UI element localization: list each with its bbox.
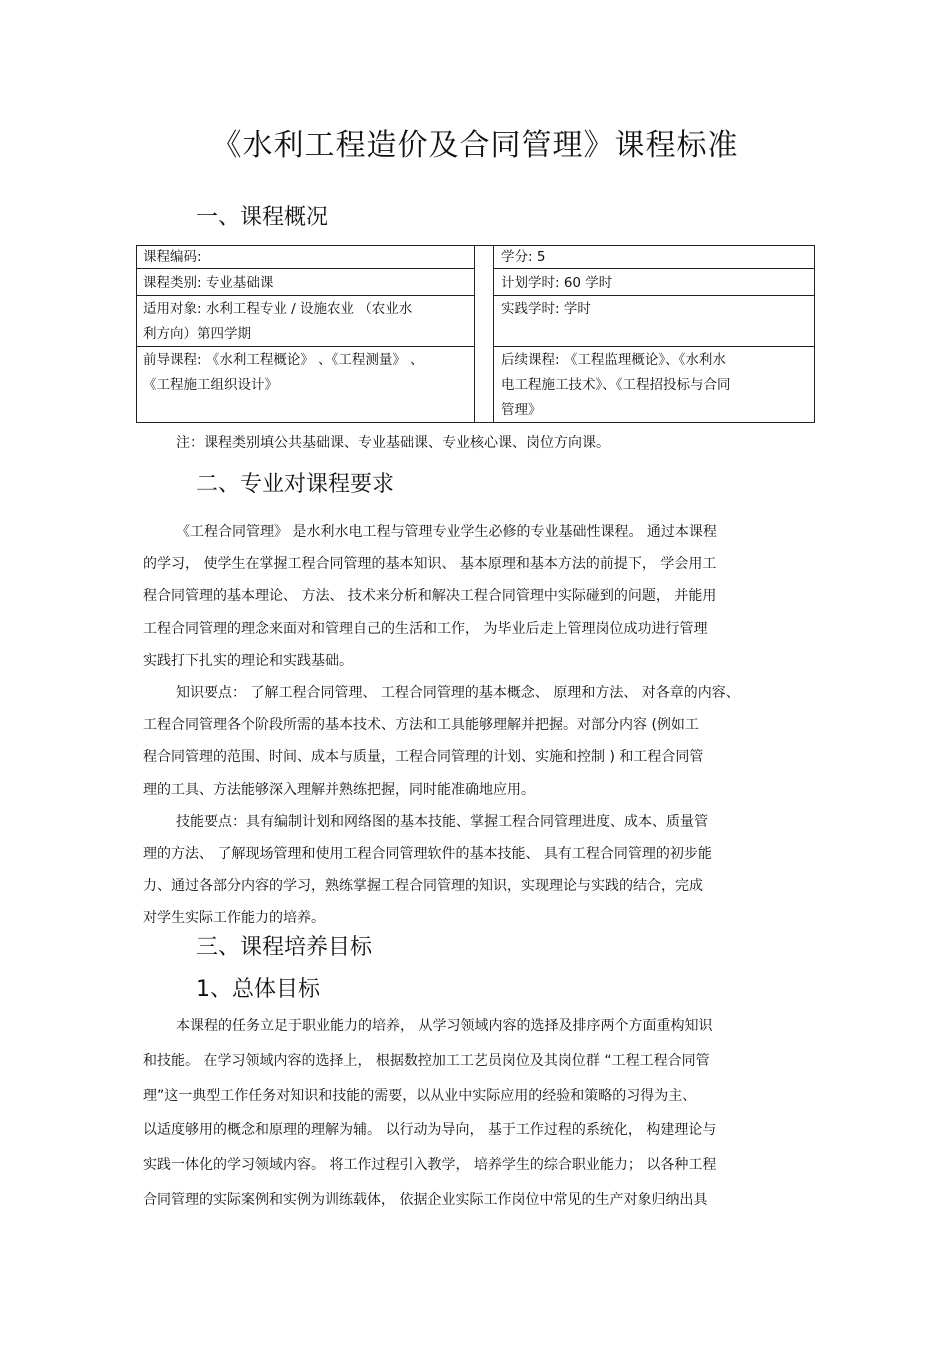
table-cell-right-0: 学分: 5 (501, 249, 546, 265)
table-cell-left-2: 利方向）第四学期 (143, 326, 251, 342)
section-3-heading: 三、课程培养目标 (196, 935, 373, 960)
table-cell-right-3: 管理》 (501, 402, 542, 418)
table-cell-left-3: 《工程施工组织设计》 (143, 377, 278, 393)
paragraph-line: 的学习， 使学生在掌握工程合同管理的基本知识、 基本原理和基本方法的前提下， 学会用工 (143, 556, 717, 573)
paragraph-line: 程合同管理的范围、时间、成本与质量，工程合同管理的计划、实施和控制 ) 和工程合同管 (143, 749, 704, 766)
paragraph-line: 工程合同管理各个阶段所需的基本技术、方法和工具能够理解并把握。对部分内容 (例如工 (143, 717, 699, 734)
paragraph-line: 知识要点： 了解工程合同管理、 工程合同管理的基本概念、 原理和方法、 对各章的内容、 (176, 685, 740, 701)
table-cell-left-0: 课程编码: (143, 249, 202, 265)
subsection-1-heading: 1、总体目标 (196, 977, 320, 1002)
paragraph-line: 《工程合同管理》 是水利水电工程与管理专业学生必修的专业基础性课程。 通过本课程 (176, 524, 717, 540)
table-cell-left-3: 前导课程: 《水利工程概论》 、《工程测量》 、 (143, 352, 424, 368)
paragraph-line: 实践一体化的学习领域内容。 将工作过程引入教学， 培养学生的综合职业能力； 以各种工程 (143, 1157, 717, 1174)
table-cell-right-3: 电工程施工技术》、《工程招投标与合同 (501, 377, 731, 393)
paragraph-line: 理的工具、方法能够深入理解并熟练把握，同时能准确地应用。 (143, 781, 535, 798)
paragraph-line: 程合同管理的基本理论、 方法、 技术来分析和解决工程合同管理中实际碰到的问题， 并能用 (143, 588, 717, 605)
table-cell-right-1: 计划学时: 60 学时 (501, 275, 613, 291)
table-note: 注：课程类别填公共基础课、专业基础课、专业核心课、岗位方向课。 (176, 435, 610, 451)
table-cell-right-3: 后续课程: 《工程监理概论》、《水利水 (501, 352, 726, 368)
document-title: 《水利工程造价及合同管理》课程标准 (211, 128, 739, 163)
paragraph-line: 合同管理的实际案例和实例为训练载体， 依据企业实际工作岗位中常见的生产对象归纳出具 (143, 1192, 708, 1208)
section-2-heading: 二、专业对课程要求 (196, 472, 395, 497)
paragraph-line: 力、通过各部分内容的学习，熟练掌握工程合同管理的知识，实现理论与实践的结合，完成 (143, 878, 703, 895)
table-cell-left-1: 课程类别: 专业基础课 (143, 275, 274, 291)
course-info-table (136, 245, 815, 423)
paragraph-line: 理”这一典型工作任务对知识和技能的需要，以从业中实际应用的经验和策略的习得为主、 (143, 1087, 697, 1104)
paragraph-line: 以适度够用的概念和原理的理解为辅。 以行动为导向， 基于工作过程的系统化， 构建理论与 (143, 1122, 717, 1139)
section-1-heading: 一、课程概况 (196, 205, 329, 230)
paragraph-line: 对学生实际工作能力的培养。 (143, 910, 325, 927)
paragraph-line: 工程合同管理的理念来面对和管理自己的生活和工作， 为毕业后走上管理岗位成功进行管理 (143, 620, 708, 637)
table-cell-right-2: 实践学时: 学时 (501, 301, 591, 317)
paragraph-line: 本课程的任务立足于职业能力的培养， 从学习领域内容的选择及排序两个方面重构知识 (176, 1018, 713, 1034)
paragraph-line: 实践打下扎实的理论和实践基础。 (143, 652, 353, 669)
table-cell-left-2: 适用对象: 水利工程专业 / 设施农业 （农业水 (143, 301, 413, 317)
paragraph-line: 技能要点：具有编制计划和网络图的基本技能、掌握工程合同管理进度、成本、质量管 (176, 813, 708, 830)
paragraph-line: 和技能。 在学习领域内容的选择上， 根据数控加工工艺员岗位及其岗位群 “工程工程合同管 (143, 1052, 710, 1069)
paragraph-line: 理的方法、 了解现场管理和使用工程合同管理软件的基本技能、 具有工程合同管理的初步能 (143, 846, 712, 862)
